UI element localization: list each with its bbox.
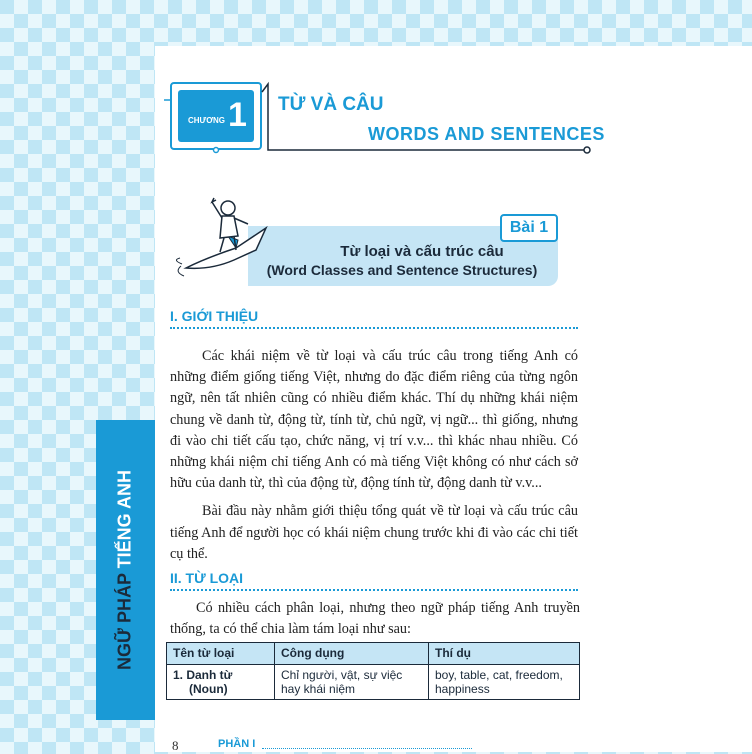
table-cell-name: [167, 665, 275, 700]
table-header-usage: Công dụng: [275, 643, 429, 665]
side-tab-title: [115, 470, 136, 670]
word-classes-intro: Có nhiều cách phân loại, nhưng theo ngữ pháp tiếng Anh truyền thống, ta có thể chia làm tám loại như sau:: [170, 600, 580, 637]
chapter-number: 1: [228, 96, 247, 134]
table-header-example: Thí dụ: [429, 643, 580, 665]
table-cell-usage: Chỉ người, vật, sự việc hay khái niệm: [275, 665, 429, 700]
section-rule-introduction: [170, 327, 578, 329]
chapter-badge-inner: [178, 90, 254, 142]
table-row: [167, 665, 580, 700]
lesson-badge: Bài 1: [500, 214, 558, 242]
side-tab-title-main: NGỮ PHÁP: [114, 568, 135, 670]
chapter-title-vi: TỪ VÀ CÂU: [278, 94, 384, 115]
part-label: PHẦN I: [218, 738, 256, 750]
lesson-title-en: (Word Classes and Sentence Structures): [266, 262, 538, 278]
word-classes-table: [166, 642, 580, 700]
chapter-title-en: WORDS AND SENTENCES: [368, 124, 605, 144]
footer-rule: [262, 748, 472, 749]
chapter-badge: [170, 82, 262, 150]
table-cell-example: boy, table, cat, freedom, happiness: [429, 665, 580, 700]
table-header-name: Tên từ loại: [167, 643, 275, 665]
intro-paragraph-2: Bài đầu này nhằm giới thiệu tổng quát về từ loại và cấu trúc câu tiếng Anh để người học có khái niệm chung trước khi đi vào các chi tiết cụ thể.: [170, 503, 578, 562]
page-number: 8: [172, 738, 179, 753]
section-heading-word-classes: II. TỪ LOẠI: [170, 570, 244, 586]
lesson-title-vi: Từ loại và cấu trúc câu: [340, 243, 504, 260]
word-class-name-en: (Noun): [189, 682, 228, 696]
table-header-row: [167, 643, 580, 665]
intro-paragraph-1: Các khái niệm về từ loại và cấu trúc câu trong tiếng Anh có những điểm giống tiếng Việt, nhưng do đặc điểm riêng của từng ngôn ngữ, nên tất nhiên cũng có nhiều điểm khác. Thí dụ những khái niệm chung về danh từ, động từ, tính từ, chủ ngữ, vị ngữ... thì giống, nhưng đi vào chi tiết cấu tạo, chức năng, vị trí v.v... thì khác nhau nhiều. Có những khái niệm chỉ tiếng Anh có mà tiếng Việt không có như cách sở hữu của danh từ, thì của động từ, động tính từ, động danh từ v.v...: [170, 348, 578, 492]
word-class-name: 1. Danh từ: [173, 668, 233, 682]
section-rule-word-classes: [170, 589, 578, 591]
section-introduction-body: [170, 346, 578, 572]
section-heading-introduction: I. GIỚI THIỆU: [170, 308, 259, 324]
side-tab-title-accent: TIẾNG ANH: [114, 470, 135, 569]
chapter-label: CHƯƠNG: [188, 116, 226, 125]
